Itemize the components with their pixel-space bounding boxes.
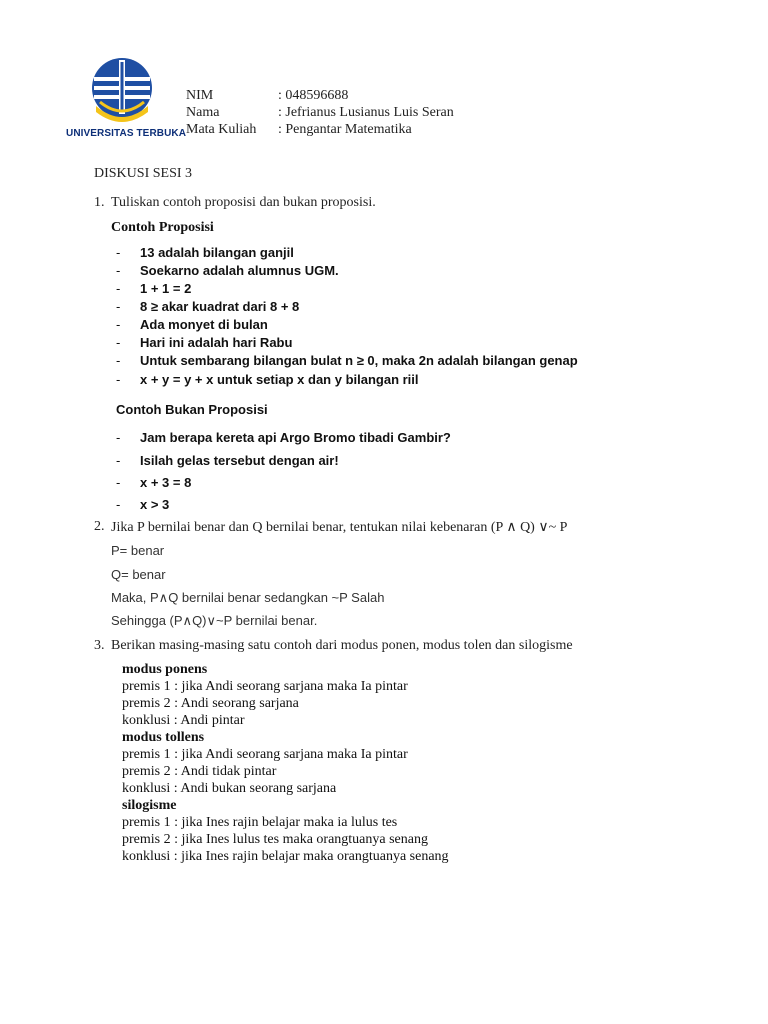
proposisi-title: Contoh Proposisi (111, 220, 214, 235)
course-label: Mata Kuliah (186, 122, 257, 137)
list-bullet: - (116, 372, 121, 387)
list-item: x + 3 = 8 (140, 475, 192, 490)
bukan-proposisi-title: Contoh Bukan Proposisi (116, 402, 268, 417)
list-bullet: - (116, 497, 121, 512)
list-item: Jam berapa kereta api Argo Bromo tibadi Gambir? (140, 430, 451, 445)
list-bullet: - (116, 353, 121, 368)
name-value: : Jefrianus Lusianus Luis Seran (278, 105, 454, 120)
list-item: Ada monyet di bulan (140, 317, 268, 332)
list-bullet: - (116, 475, 121, 490)
university-name: UNIVERSITAS TERBUKA (66, 128, 187, 139)
example-line: premis 1 : jika Andi seorang sarjana maka Ia pintar (122, 747, 408, 762)
example-line: premis 1 : jika Ines rajin belajar maka ia lulus tes (122, 815, 398, 830)
list-item: Soekarno adalah alumnus UGM. (140, 263, 339, 278)
list-bullet: - (116, 281, 121, 296)
list-item: 8 ≥ akar kuadrat dari 8 + 8 (140, 299, 300, 314)
section-title: silogisme (122, 798, 177, 813)
section-title: modus tollens (122, 730, 205, 745)
example-line: premis 2 : jika Ines lulus tes maka orangtuanya senang (122, 832, 428, 847)
example-line: premis 2 : Andi tidak pintar (122, 764, 277, 779)
nim-label: NIM (186, 88, 214, 103)
q3-number: 3. (94, 638, 105, 653)
q3-text: Berikan masing-masing satu contoh dari modus ponen, modus tolen dan silogisme (111, 638, 573, 653)
university-logo (66, 54, 187, 144)
answer-line: Sehingga (P∧Q)∨~P bernilai benar. (111, 613, 318, 628)
list-bullet: - (116, 245, 121, 260)
list-item: Hari ini adalah hari Rabu (140, 335, 293, 350)
list-item: 13 adalah bilangan ganjil (140, 245, 294, 260)
example-line: konklusi : jika Ines rajin belajar maka orangtuanya senang (122, 849, 449, 864)
list-bullet: - (116, 335, 121, 350)
q2-text: Jika P bernilai benar dan Q bernilai benar, tentukan nilai kebenaran (P ∧ Q) ∨~ P (111, 520, 568, 535)
list-bullet: - (116, 299, 121, 314)
list-item: Isilah gelas tersebut dengan air! (140, 453, 339, 468)
list-item: x + y = y + x untuk setiap x dan y bilangan riil (140, 372, 419, 387)
list-bullet: - (116, 453, 121, 468)
name-label: Nama (186, 105, 220, 120)
q1-text: Tuliskan contoh proposisi dan bukan proposisi. (111, 195, 376, 210)
university-emblem-icon (90, 56, 154, 126)
list-bullet: - (116, 317, 121, 332)
nim-value: : 048596688 (278, 88, 349, 103)
q3-examples (122, 661, 449, 865)
list-item: Untuk sembarang bilangan bulat n ≥ 0, maka 2n adalah bilangan genap (140, 353, 578, 368)
list-bullet: - (116, 430, 121, 445)
list-item: x > 3 (140, 497, 170, 512)
example-line: konklusi : Andi bukan seorang sarjana (122, 781, 337, 796)
example-line: konklusi : Andi pintar (122, 713, 245, 728)
example-line: premis 2 : Andi seorang sarjana (122, 696, 299, 711)
page-title: DISKUSI SESI 3 (94, 166, 193, 181)
list-item: 1 + 1 = 2 (140, 281, 192, 296)
section-title: modus ponens (122, 662, 208, 677)
list-bullet: - (116, 263, 121, 278)
answer-line: P= benar (111, 543, 165, 558)
answer-line: Q= benar (111, 567, 166, 582)
q2-number: 2. (94, 519, 105, 534)
answer-line: Maka, P∧Q bernilai benar sedangkan ~P Salah (111, 590, 385, 605)
course-value: : Pengantar Matematika (278, 122, 412, 137)
q1-number: 1. (94, 195, 105, 210)
example-line: premis 1 : jika Andi seorang sarjana maka Ia pintar (122, 679, 408, 694)
